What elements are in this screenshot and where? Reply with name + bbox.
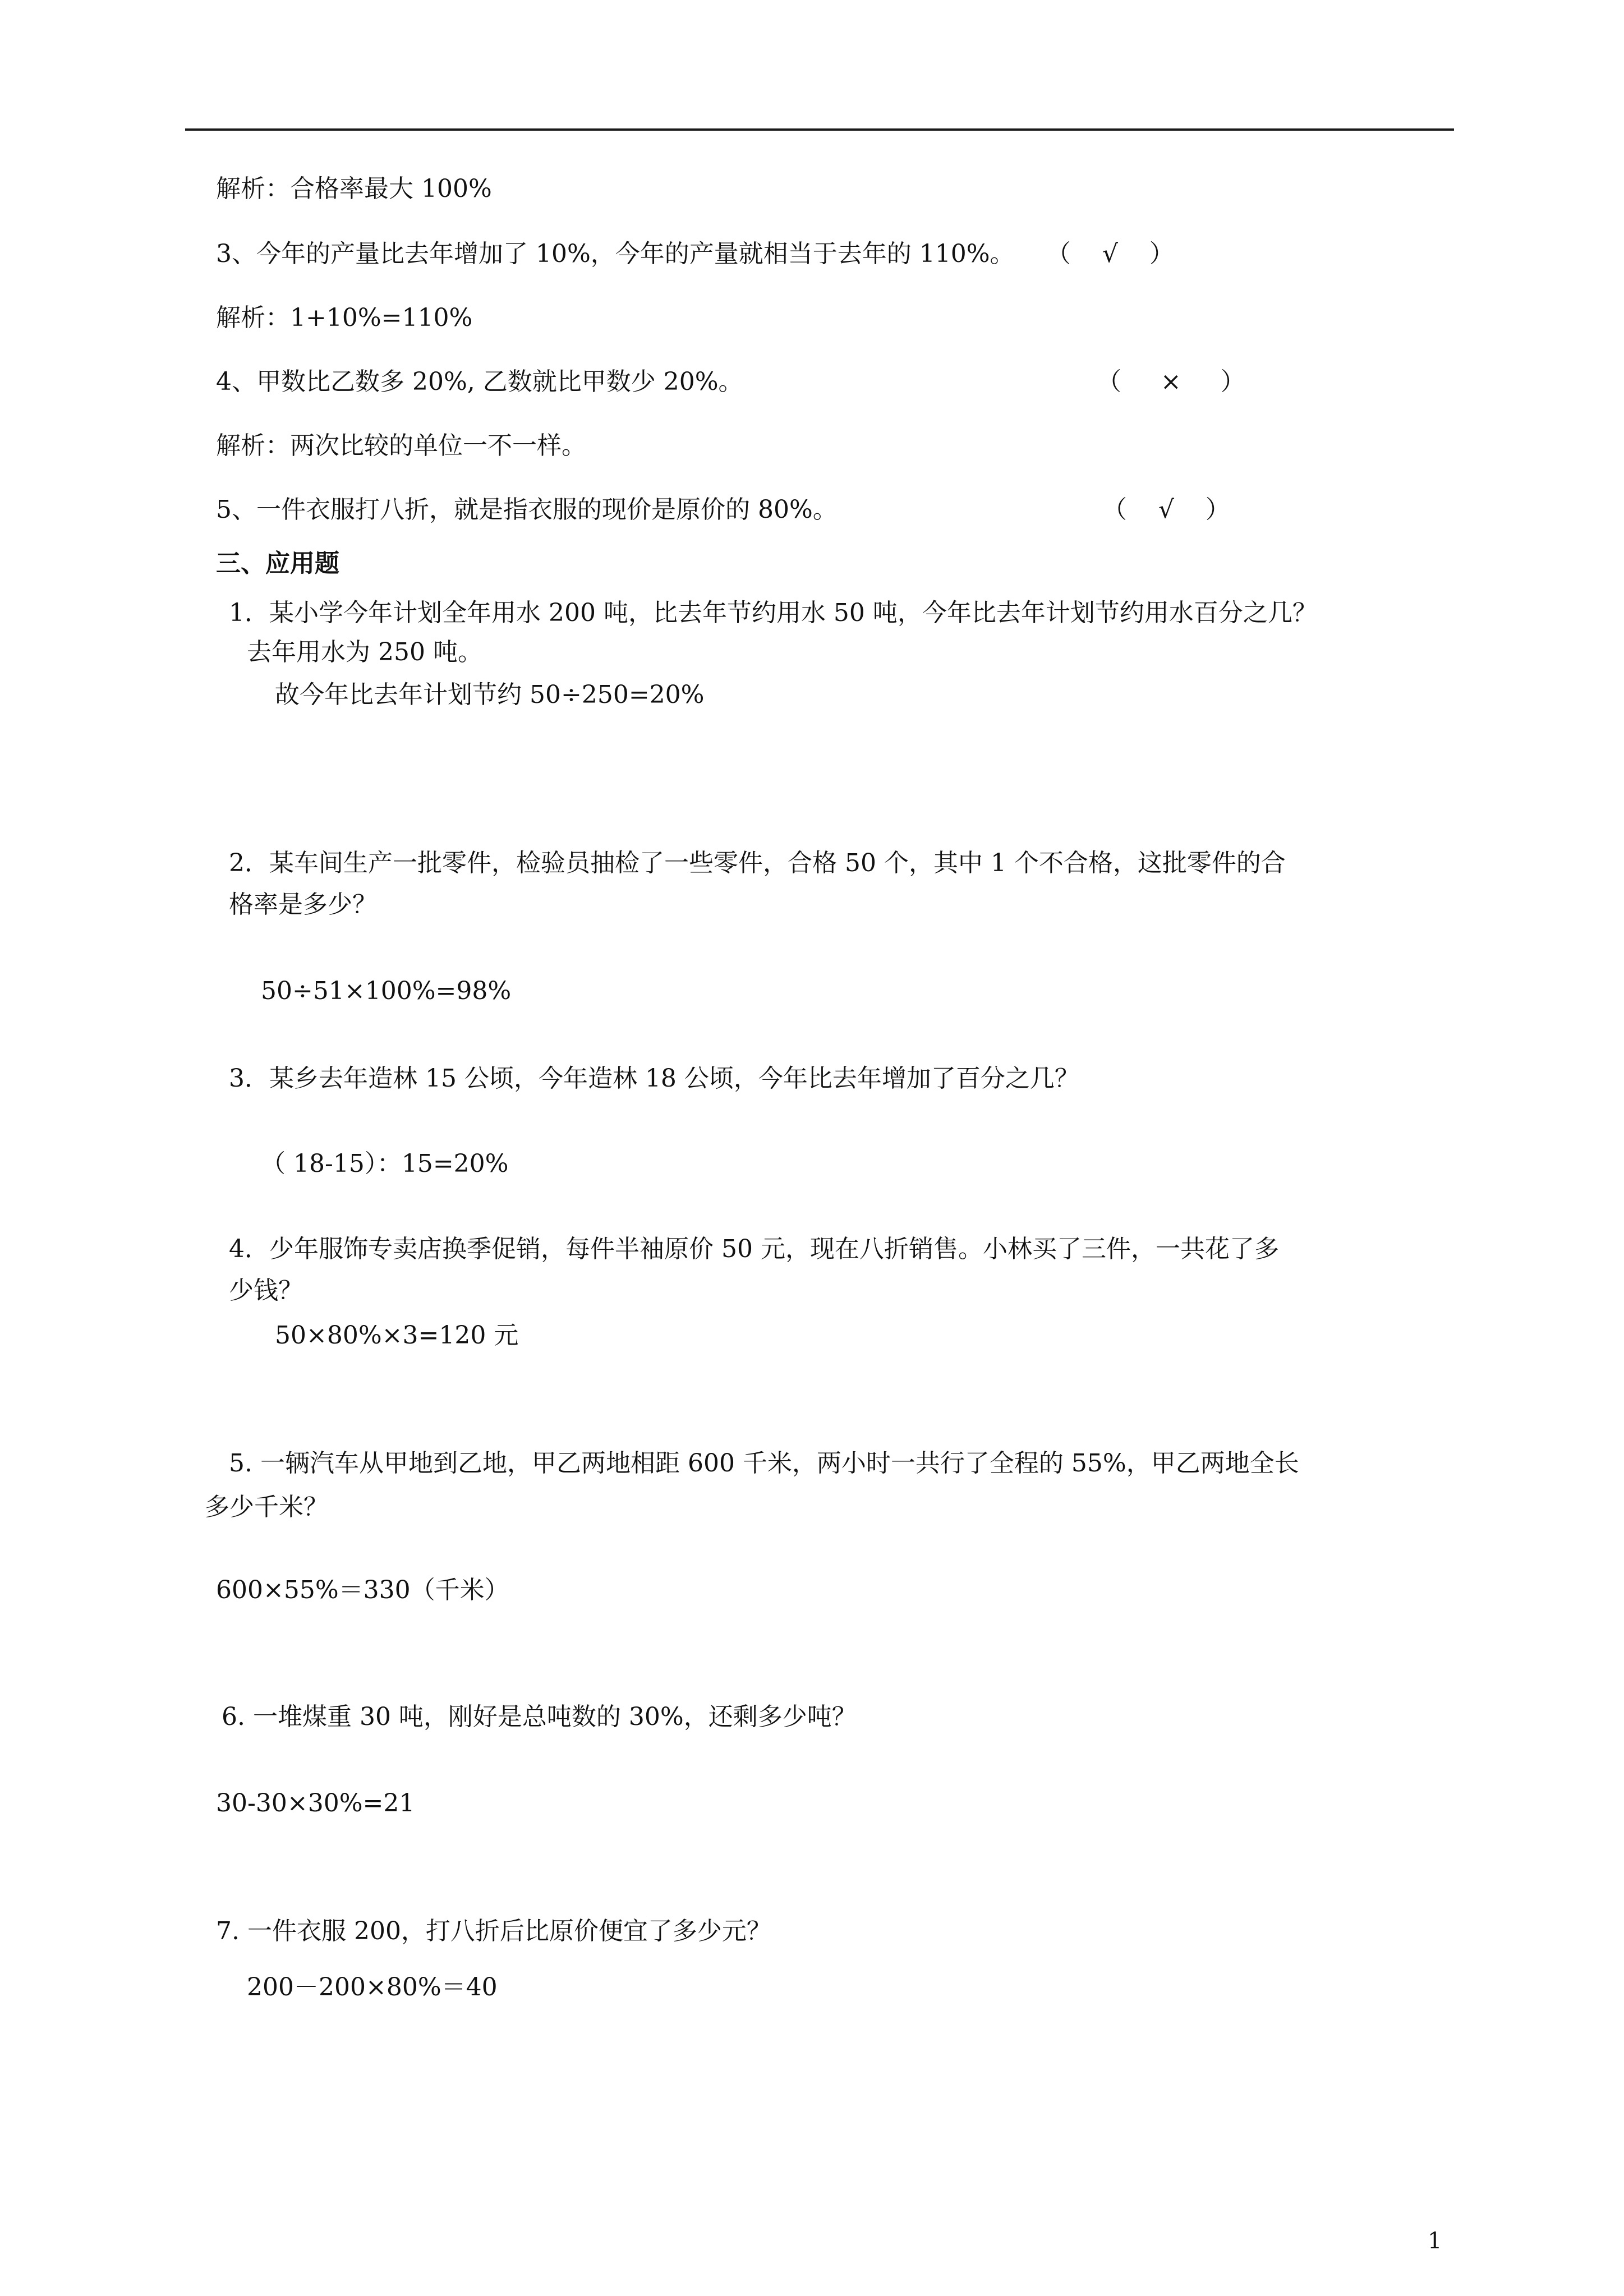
judgment-question-4: 4、甲数比乙数多 20%, 乙数就比甲数少 20%。 bbox=[216, 367, 743, 396]
problem-1-text: 去年用水为 250 吨。 bbox=[247, 638, 482, 666]
analysis-text: 解析：两次比较的单位一不一样。 bbox=[216, 431, 586, 460]
problem-5-text: 多少千米？ bbox=[205, 1493, 328, 1521]
judgment-mark-4: （ × ） bbox=[1097, 367, 1245, 396]
section-title: 三、应用题 bbox=[216, 549, 339, 578]
problem-4-text: 少钱？ bbox=[229, 1276, 303, 1305]
problem-1-text: 1．某小学今年计划全年用水 200 吨，比去年节约用水 50 吨，今年比去年计划节约用水百分之几？ bbox=[229, 599, 1317, 627]
problem-3-answer: （ 18-15）：15=20% bbox=[261, 1149, 509, 1178]
problem-1-answer: 故今年比去年计划节约 50÷250=20% bbox=[275, 680, 705, 709]
problem-7-text: 7. 一件衣服 200，打八折后比原价便宜了多少元？ bbox=[216, 1917, 771, 1945]
judgment-mark-3: （ √ ） bbox=[1046, 240, 1174, 268]
problem-2-text: 格率是多少？ bbox=[229, 890, 377, 919]
header-rule bbox=[185, 128, 1454, 131]
problem-5-answer: 600×55%＝330（千米） bbox=[216, 1576, 509, 1604]
analysis-text: 解析：合格率最大 100% bbox=[216, 174, 492, 203]
problem-6-answer: 30-30×30%=21 bbox=[216, 1789, 415, 1818]
analysis-text: 解析：1+10%=110% bbox=[216, 303, 473, 332]
judgment-mark-5: （ √ ） bbox=[1102, 495, 1230, 524]
problem-2-answer: 50÷51×100%=98% bbox=[261, 977, 512, 1005]
judgment-question-5: 5、一件衣服打八折，就是指衣服的现价是原价的 80%。 bbox=[216, 495, 838, 524]
problem-2-text: 2．某车间生产一批零件，检验员抽检了一些零件，合格 50 个，其中 1 个不合格，这批零件的合 bbox=[229, 849, 1286, 877]
problem-3-text: 3．某乡去年造林 15 公顷，今年造林 18 公顷，今年比去年增加了百分之几？ bbox=[229, 1064, 1079, 1093]
problem-6-text: 6. 一堆煤重 30 吨，刚好是总吨数的 30%，还剩多少吨？ bbox=[222, 1703, 857, 1731]
judgment-question-3: 3、今年的产量比去年增加了 10%，今年的产量就相当于去年的 110%。 bbox=[216, 240, 1015, 268]
problem-4-answer: 50×80%×3=120 元 bbox=[275, 1321, 519, 1350]
problem-7-answer: 200－200×80%＝40 bbox=[247, 1973, 498, 2001]
page-number: 1 bbox=[1428, 2228, 1442, 2254]
problem-5-text: 5. 一辆汽车从甲地到乙地，甲乙两地相距 600 千米，两小时一共行了全程的 55%，甲乙两地全长 bbox=[229, 1449, 1299, 1478]
problem-4-text: 4．少年服饰专卖店换季促销，每件半袖原价 50 元，现在八折销售。小林买了三件，一共花了多 bbox=[229, 1235, 1279, 1263]
